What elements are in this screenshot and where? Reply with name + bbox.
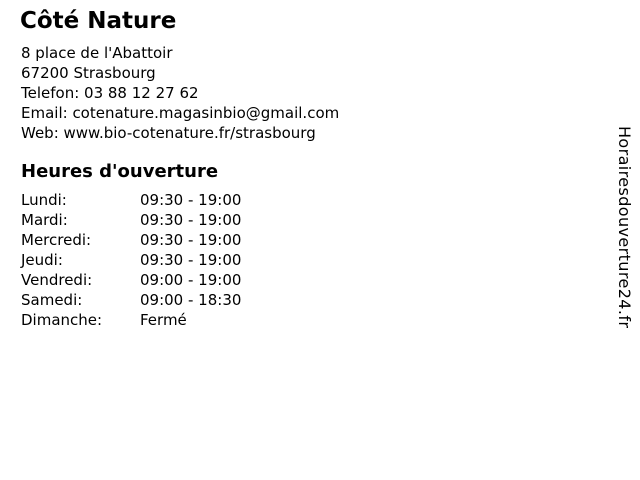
opening-hours-heading: Heures d'ouverture xyxy=(21,161,219,182)
hours-row-friday xyxy=(21,270,241,290)
day-label: Jeudi: xyxy=(21,251,63,269)
opening-hours-table xyxy=(21,190,241,330)
day-label: Mardi: xyxy=(21,211,68,229)
time-value: 09:30 - 19:00 xyxy=(140,191,242,209)
hours-row-thursday xyxy=(21,250,241,270)
address-line-2: 67200 Strasbourg xyxy=(21,64,156,82)
day-label: Samedi: xyxy=(21,291,83,309)
day-label: Dimanche: xyxy=(21,311,103,329)
page-title: Côté Nature xyxy=(20,8,177,34)
day-label: Lundi: xyxy=(21,191,67,209)
time-value: Fermé xyxy=(140,311,187,329)
email-line: Email: cotenature.magasinbio@gmail.com xyxy=(21,104,340,122)
hours-row-sunday xyxy=(21,310,241,330)
time-value: 09:30 - 19:00 xyxy=(140,211,242,229)
hours-row-saturday xyxy=(21,290,241,310)
hours-row-monday xyxy=(21,190,241,210)
day-label: Mercredi: xyxy=(21,231,92,249)
address-line-1: 8 place de l'Abattoir xyxy=(21,44,173,62)
contact-info xyxy=(21,43,339,143)
time-value: 09:30 - 19:00 xyxy=(140,231,242,249)
hours-row-tuesday xyxy=(21,210,241,230)
hours-row-wednesday xyxy=(21,230,241,250)
time-value: 09:30 - 19:00 xyxy=(140,251,242,269)
time-value: 09:00 - 18:30 xyxy=(140,291,242,309)
web-line: Web: www.bio-cotenature.fr/strasbourg xyxy=(21,124,316,142)
time-value: 09:00 - 19:00 xyxy=(140,271,242,289)
day-label: Vendredi: xyxy=(21,271,93,289)
phone-line: Telefon: 03 88 12 27 62 xyxy=(21,84,199,102)
site-watermark: Horairesdouverture24.fr xyxy=(615,126,634,329)
